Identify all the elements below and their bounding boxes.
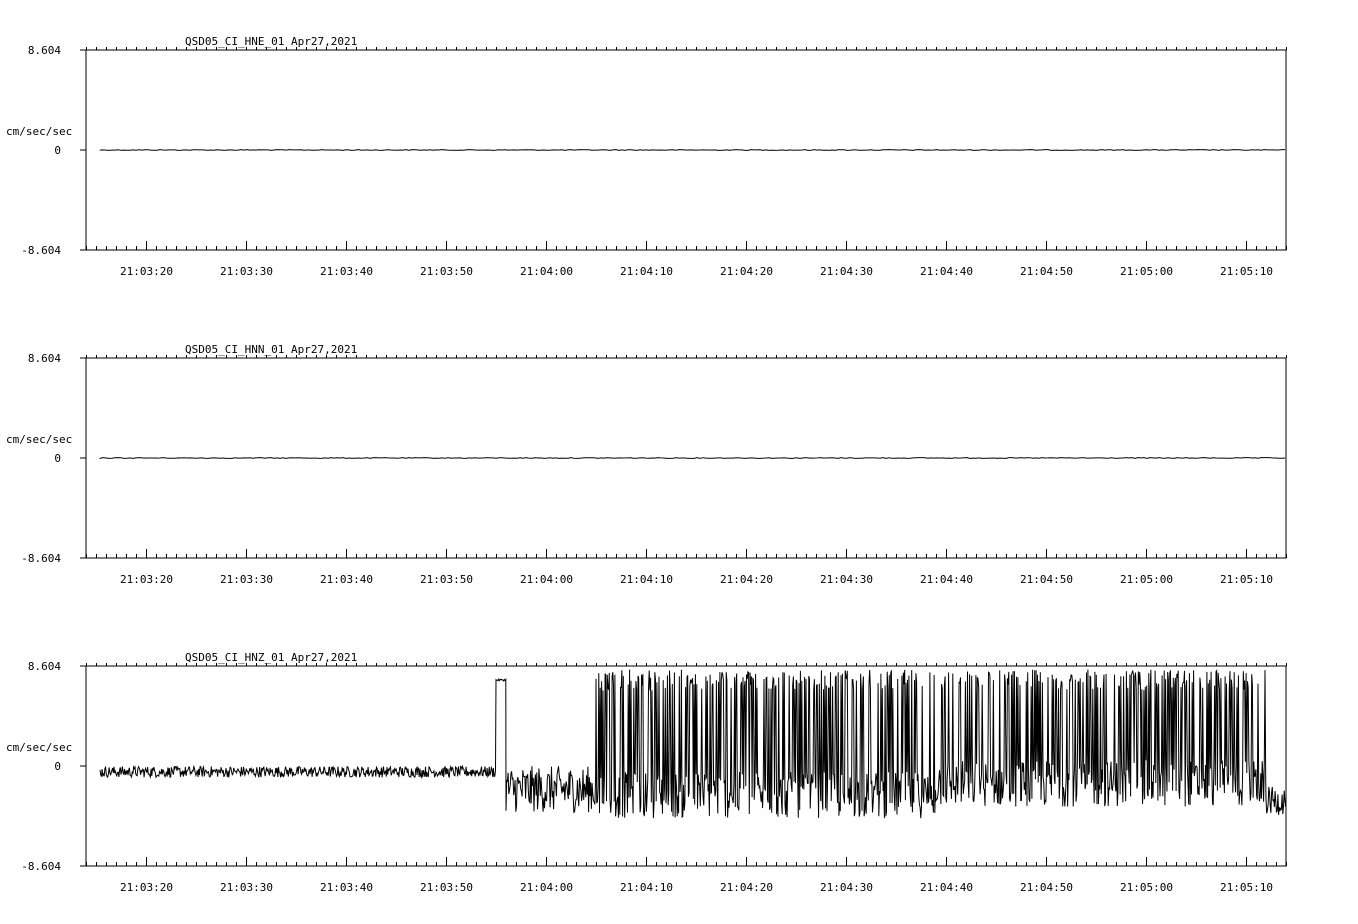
x-tick-label: 21:04:50 [1020,265,1073,278]
x-tick-label: 21:03:40 [320,573,373,586]
x-tick-label: 21:03:30 [220,573,273,586]
x-tick-label: 21:04:30 [820,265,873,278]
y-axis-label: cm/sec/sec [6,741,73,754]
waveform-trace [100,458,1285,459]
x-tick-label: 21:03:20 [120,573,173,586]
x-tick-label: 21:04:00 [520,573,573,586]
x-tick-label: 21:04:40 [920,265,973,278]
waveform-trace [100,670,1286,819]
x-tick-label: 21:04:40 [920,881,973,894]
x-tick-label: 21:04:30 [820,573,873,586]
x-tick-label: 21:04:30 [820,881,873,894]
y-tick-label: -8.604 [21,860,61,873]
x-tick-label: 21:04:10 [620,881,673,894]
x-tick-label: 21:04:00 [520,265,573,278]
y-axis-label: cm/sec/sec [6,433,73,446]
x-tick-label: 21:03:50 [420,573,473,586]
y-tick-label: 8.604 [27,352,61,365]
x-tick-label: 21:04:40 [920,573,973,586]
channel-title: QSD05_CI_HNN_01 Apr27,2021 [185,343,358,356]
y-tick-label: 0 [54,452,61,465]
x-tick-label: 21:04:50 [1020,881,1073,894]
x-tick-label: 21:03:50 [420,881,473,894]
x-tick-label: 21:03:20 [120,881,173,894]
x-tick-label: 21:05:10 [1220,265,1273,278]
channel-panel-2 [6,343,1287,586]
y-tick-label: 8.604 [27,44,61,57]
channel-title: QSD05_CI_HNZ_01 Apr27,2021 [185,651,358,664]
x-tick-label: 21:03:40 [320,265,373,278]
x-tick-label: 21:03:30 [220,881,273,894]
x-tick-label: 21:03:30 [220,265,273,278]
x-tick-label: 21:05:00 [1120,265,1173,278]
x-tick-label: 21:04:20 [720,881,773,894]
x-tick-label: 21:04:20 [720,573,773,586]
x-tick-label: 21:05:10 [1220,881,1273,894]
waveform-trace [100,150,1285,151]
x-tick-label: 21:03:50 [420,265,473,278]
x-tick-label: 21:03:40 [320,881,373,894]
y-tick-label: 8.604 [27,660,61,673]
y-axis-label: cm/sec/sec [6,125,73,138]
x-tick-label: 21:05:00 [1120,573,1173,586]
x-tick-label: 21:04:10 [620,573,673,586]
x-tick-label: 21:04:00 [520,881,573,894]
x-tick-label: 21:05:00 [1120,881,1173,894]
y-tick-label: 0 [54,144,61,157]
channel-panel-3 [6,651,1287,894]
x-tick-label: 21:04:20 [720,265,773,278]
x-tick-label: 21:05:10 [1220,573,1273,586]
channel-panel-1 [6,35,1287,278]
x-tick-label: 21:04:10 [620,265,673,278]
y-tick-label: 0 [54,760,61,773]
y-tick-label: -8.604 [21,244,61,257]
x-tick-label: 21:04:50 [1020,573,1073,586]
channel-title: QSD05_CI_HNE_01 Apr27,2021 [185,35,358,48]
y-tick-label: -8.604 [21,552,61,565]
x-tick-label: 21:03:20 [120,265,173,278]
